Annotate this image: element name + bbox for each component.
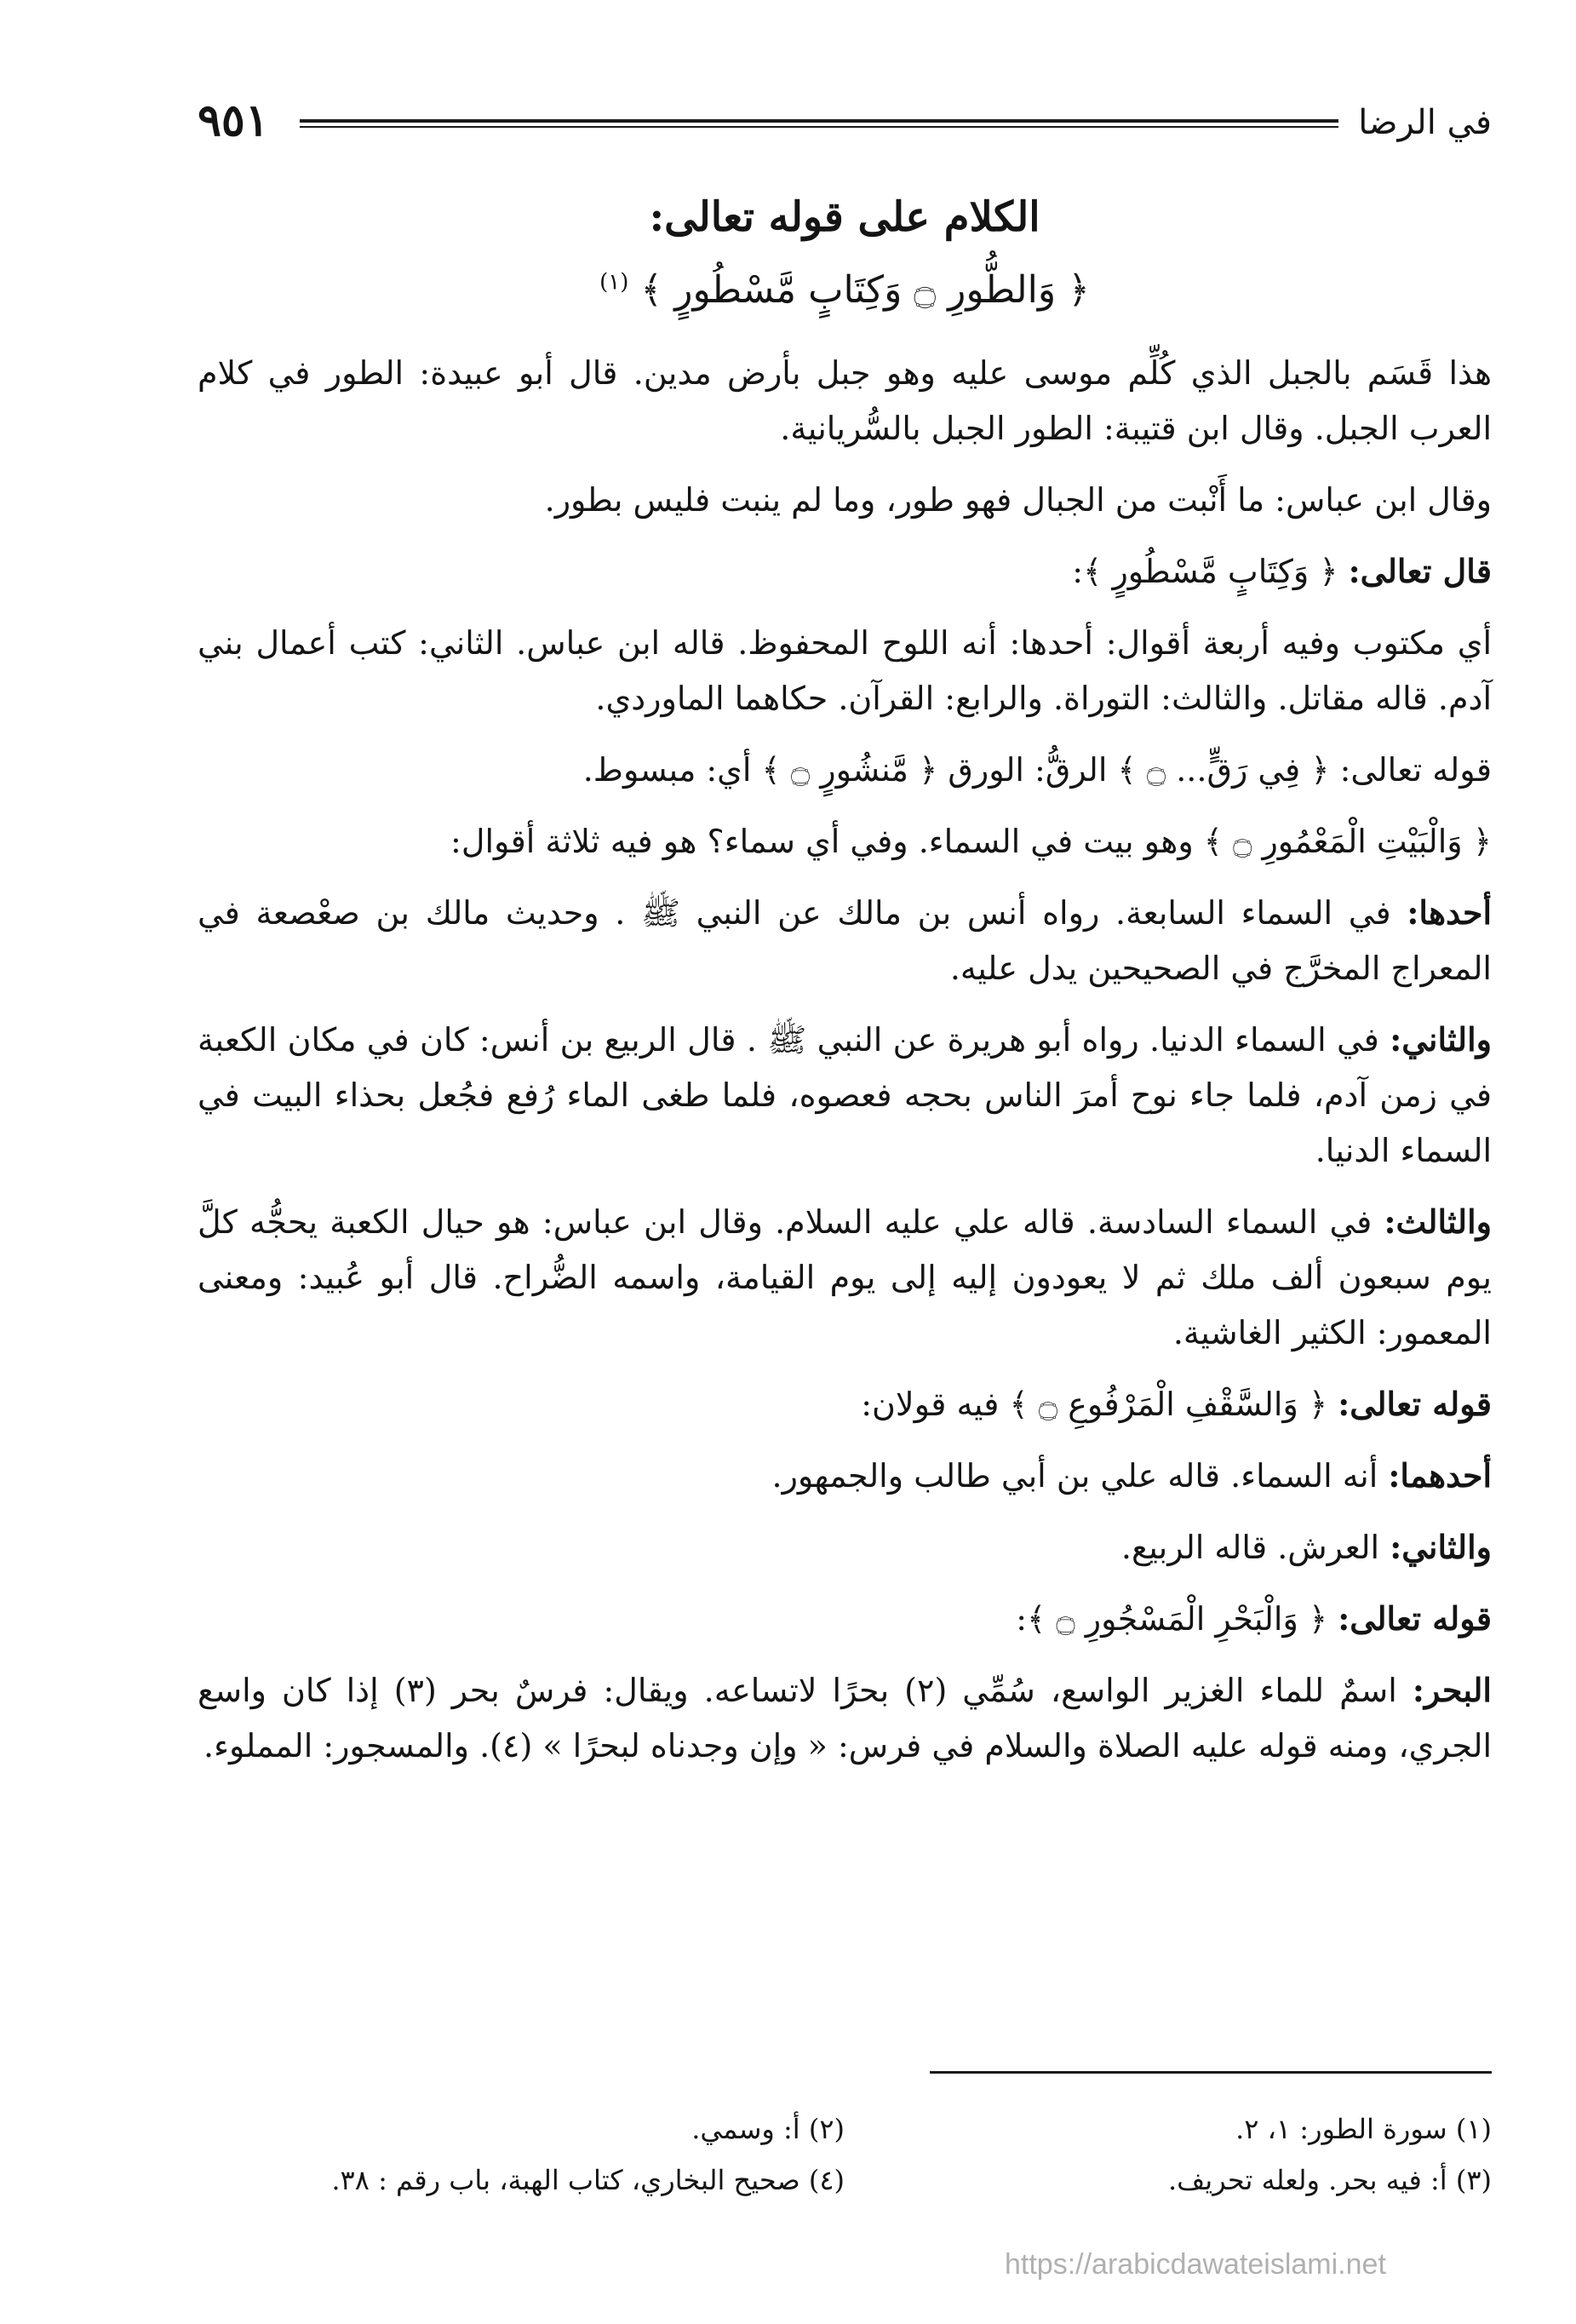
paragraph-lead: والثاني: <box>1390 1020 1492 1059</box>
header-rule <box>300 119 1338 128</box>
paragraph-text: أنه السماء. قاله علي بن أبي طالب والجمهور. <box>771 1457 1378 1495</box>
paragraph <box>198 1376 1492 1432</box>
paragraph <box>198 1519 1492 1575</box>
paragraph-lead: أحدهما: <box>1388 1456 1492 1495</box>
paragraph <box>198 345 1492 456</box>
footnote-separator <box>930 2071 1492 2074</box>
paragraph-text: اسمٌ للماء الغزير الواسع، سُمِّي (٢) بحرًا لاتساعه. ويقال: فرسٌ بحر (٣) إذا كان واسع الجري، ومنه قوله عليه الصلاة والسلام في فرس: « وإن وجدناه لبحرًا » (٤). والمسجور: المملوء. <box>198 1672 1492 1765</box>
watermark: https://arabicdawateislami.net <box>1005 2248 1386 2281</box>
paragraph-text: قوله تعالى: ﴿ فِي رَقٍّ... ۝ ﴾ الرقُّ: الورق ﴿ مَّنشُورٍ ۝ ﴾ أي: مبسوط. <box>582 751 1492 789</box>
paragraph-text: ﴿ وَالسَّقْفِ الْمَرْفُوعِ ۝ ﴾ فيه قولان: <box>861 1386 1328 1423</box>
verse-title <box>198 256 1492 324</box>
paragraph <box>198 1591 1492 1647</box>
paragraph-text: العرش. قاله الربيع. <box>1120 1529 1380 1566</box>
footnote: (٣) أ: فيه بحر. ولعله تحريف. <box>1168 2164 1492 2196</box>
paragraph-lead: قال تعالى: <box>1348 552 1492 590</box>
paragraph-text: في السماء السادسة. قاله علي عليه السلام. وقال ابن عباس: هو حيال الكعبة يحجُّه كلَّ يوم سبعون ألف ملك ثم لا يعودون إليه إلى يوم القيامة، واسمه الضُّراح. قال أبو عُبيد: ومعنى المعمور: الكثير الغاشية. <box>198 1203 1492 1351</box>
paragraph <box>198 742 1492 798</box>
footnote-row <box>198 2103 1492 2155</box>
footnote: (١) سورة الطور: ١، ٢. <box>1235 2113 1492 2145</box>
paragraph <box>198 1662 1492 1774</box>
paragraph-text: ﴿ وَالْبَحْرِ الْمَسْجُورِ ۝ ﴾: <box>1016 1600 1328 1638</box>
footnote-row <box>198 2155 1492 2206</box>
paragraph-text: هذا قَسَم بالجبل الذي كُلِّم موسى عليه وهو جبل بأرض مدين. قال أبو عبيدة: الطور في كلام العرب الجبل. وقال ابن قتيبة: الطور الجبل بالسُّريانية. <box>198 354 1492 447</box>
footnote: (٢) أ: وسمي. <box>691 2113 845 2145</box>
paragraph-text: أي مكتوب وفيه أربعة أقوال: أحدها: أنه اللوح المحفوظ. قاله ابن عباس. الثاني: كتب أعمال بني آدم. قاله مقاتل. والثالث: التوراة. والرابع: القرآن. حكاهما الماوردي. <box>198 624 1493 717</box>
paragraph-lead: قوله تعالى: <box>1338 1599 1492 1638</box>
footnote-ref: (١) <box>599 269 629 296</box>
paragraph-text: ﴿ وَكِتَابٍ مَّسْطُورٍ ﴾: <box>1072 553 1338 590</box>
paragraph-lead: والثاني: <box>1390 1528 1492 1566</box>
paragraph <box>198 615 1492 726</box>
footnote: (٤) صحيح البخاري، كتاب الهبة، باب رقم : ٣٨. <box>331 2164 845 2196</box>
paragraph <box>198 885 1492 996</box>
paragraph <box>198 472 1492 528</box>
paragraph-lead: والثالث: <box>1384 1202 1492 1241</box>
paragraph <box>198 543 1492 600</box>
verse-text: ﴿ وَالطُّورِ ۝ وَكِتَابٍ مَّسْطُورٍ ﴾ <box>640 268 1090 312</box>
paragraph-lead: أحدها: <box>1407 893 1492 932</box>
paragraph <box>198 1448 1492 1504</box>
main-text <box>198 183 1492 1789</box>
chapter-title: في الرضا <box>1358 103 1492 142</box>
paragraph <box>198 813 1492 869</box>
footnotes <box>198 2103 1492 2206</box>
paragraph-text: ﴿ وَالْبَيْتِ الْمَعْمُورِ ۝ ﴾ وهو بيت في السماء. وفي أي سماء؟ هو فيه ثلاثة أقوال: <box>450 823 1492 860</box>
page-number: ٩٥١ <box>198 95 269 146</box>
paragraph-lead: البحر: <box>1412 1671 1492 1709</box>
paragraph-lead: قوله تعالى: <box>1338 1385 1492 1423</box>
paragraph-text: في السماء الدنيا. رواه أبو هريرة عن النبي ﷺ . قال الربيع بن أنس: كان في مكان الكعبة في زمن آدم، فلما جاء نوح أمرَ الناس بحجه فعصوه، فلما طغى الماء رُفع فجُعل بحذاء البيت في السماء الدنيا. <box>198 1021 1492 1169</box>
running-header <box>198 95 1492 152</box>
paragraph <box>198 1012 1492 1179</box>
paragraph <box>198 1194 1492 1361</box>
paragraph-text: في السماء السابعة. رواه أنس بن مالك عن النبي ﷺ . وحديث مالك بن صعْصعة في المعراج المخرَّج في الصحيحين يدل عليه. <box>198 894 1492 987</box>
section-heading: الكلام على قوله تعالى: <box>649 193 1040 241</box>
paragraph-text: وقال ابن عباس: ما أَنْبت من الجبال فهو طور، وما لم ينبت فليس بطور. <box>544 481 1492 519</box>
